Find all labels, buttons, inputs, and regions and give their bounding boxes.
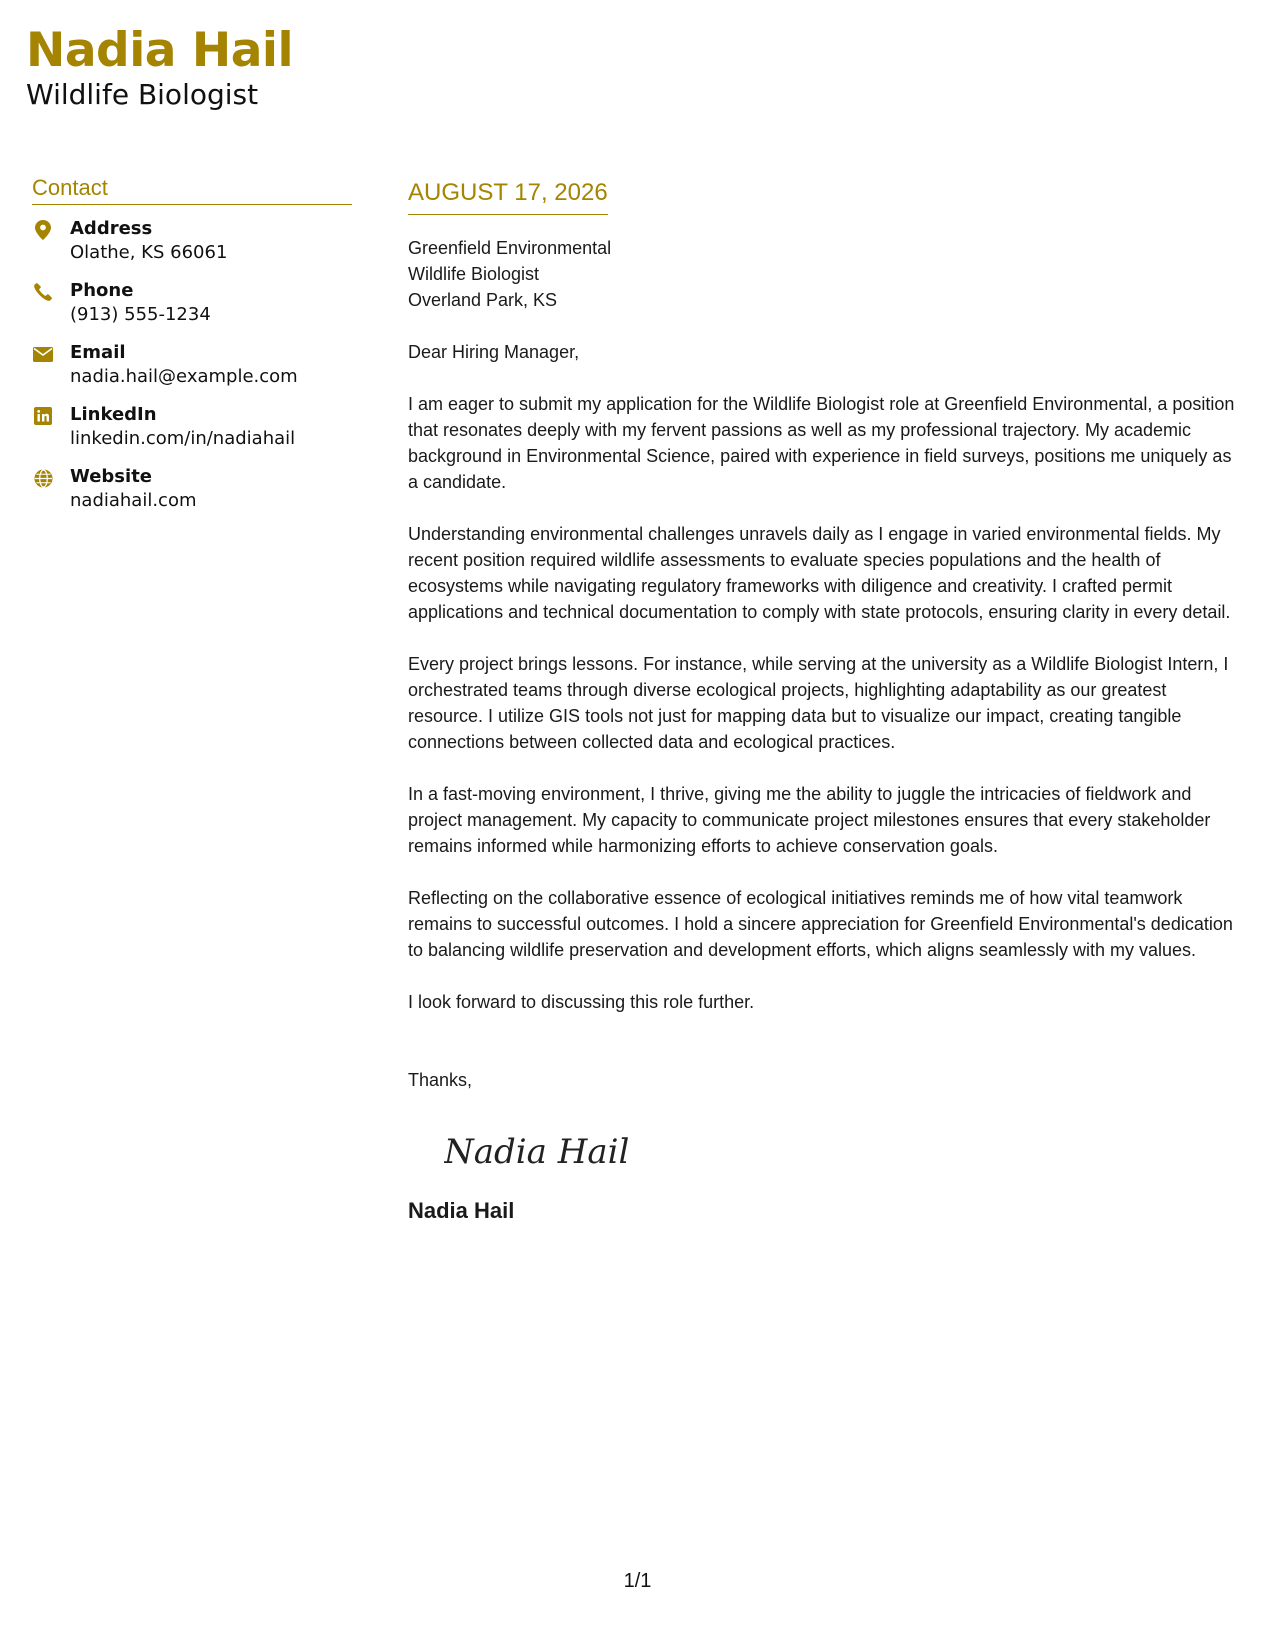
contact-label: LinkedIn (70, 404, 157, 425)
recipient-role: Wildlife Biologist (408, 264, 540, 284)
contact-item-address (32, 217, 352, 265)
recipient-block (408, 235, 1243, 313)
recipient-company: Greenfield Environmental (408, 238, 612, 258)
contact-value: Olathe, KS 66061 (70, 242, 228, 263)
page-number: 1/1 (623, 1570, 652, 1592)
applicant-title: Wildlife Biologist (26, 78, 259, 111)
contact-sidebar (32, 174, 352, 527)
contact-item-phone (32, 279, 352, 327)
globe-icon (32, 467, 54, 489)
envelope-icon (32, 343, 54, 365)
contact-label: Phone (70, 280, 134, 301)
paragraph: I am eager to submit my application for the Wildlife Biologist role at Greenfield Environmental, a position that resonates deeply with my fervent passions as well as my professional trajectory. My academic background in Environmental Science, paired with experience in field surveys, positions me uniquely as a candidate. (408, 394, 1235, 492)
linkedin-link[interactable]: linkedin.com/in/nadiahail (70, 428, 296, 449)
letter-date: AUGUST 17, 2026 (408, 178, 608, 215)
location-pin-icon (32, 219, 54, 241)
phone-icon (32, 281, 54, 303)
paragraph: Every project brings lessons. For instance, while serving at the university as a Wildlife Biologist Intern, I orchestrated teams through diverse ecological projects, highlighting adaptability as our greatest resource. I utilize GIS tools not just for mapping data but to visualize our impact, creating tangible connections between collected data and ecological practices. (408, 654, 1229, 752)
paragraph: I look forward to discussing this role further. (408, 992, 755, 1012)
contact-label: Email (70, 342, 126, 363)
contact-item-linkedin (32, 403, 352, 451)
paragraph: Reflecting on the collaborative essence of ecological initiatives reminds me of how vital teamwork remains to successful outcomes. I hold a sincere appreciation for Greenfield Environmental's dedication to balancing wildlife preservation and development efforts, which aligns seamlessly with my values. (408, 888, 1233, 960)
paragraph: Understanding environmental challenges unravels daily as I engage in varied environmental fields. My recent position required wildlife assessments to evaluate species populations and the health of ecosystems while navigating regulatory frameworks with diligence and creativity. I crafted permit applications and technical documentation to comply with state protocols, ensuring clarity in every detail. (408, 524, 1231, 622)
letter-body (408, 178, 1243, 1225)
closing: Thanks, (408, 1070, 473, 1090)
signed-name: Nadia Hail (408, 1198, 515, 1223)
contact-item-email (32, 341, 352, 389)
letter-header (26, 22, 293, 112)
contact-label: Address (70, 218, 153, 239)
contact-label: Website (70, 466, 153, 487)
website-link[interactable]: nadiahail.com (70, 490, 197, 511)
contact-value: (913) 555-1234 (70, 304, 211, 325)
contact-heading: Contact (32, 174, 352, 205)
signature-text: Nadia Hail (444, 1132, 630, 1172)
applicant-name: Nadia Hail (26, 23, 294, 78)
paragraph: In a fast-moving environment, I thrive, giving me the ability to juggle the intricacies of fieldwork and project management. My capacity to communicate project milestones ensures that every stakeholder remains informed while harmonizing efforts to achieve conservation goals. (408, 784, 1211, 856)
signature-image (444, 1123, 1243, 1175)
contact-list (32, 217, 352, 513)
contact-value: nadia.hail@example.com (70, 366, 298, 387)
salutation: Dear Hiring Manager, (408, 342, 580, 362)
recipient-location: Overland Park, KS (408, 290, 558, 310)
linkedin-icon (32, 405, 54, 427)
contact-item-website (32, 465, 352, 513)
